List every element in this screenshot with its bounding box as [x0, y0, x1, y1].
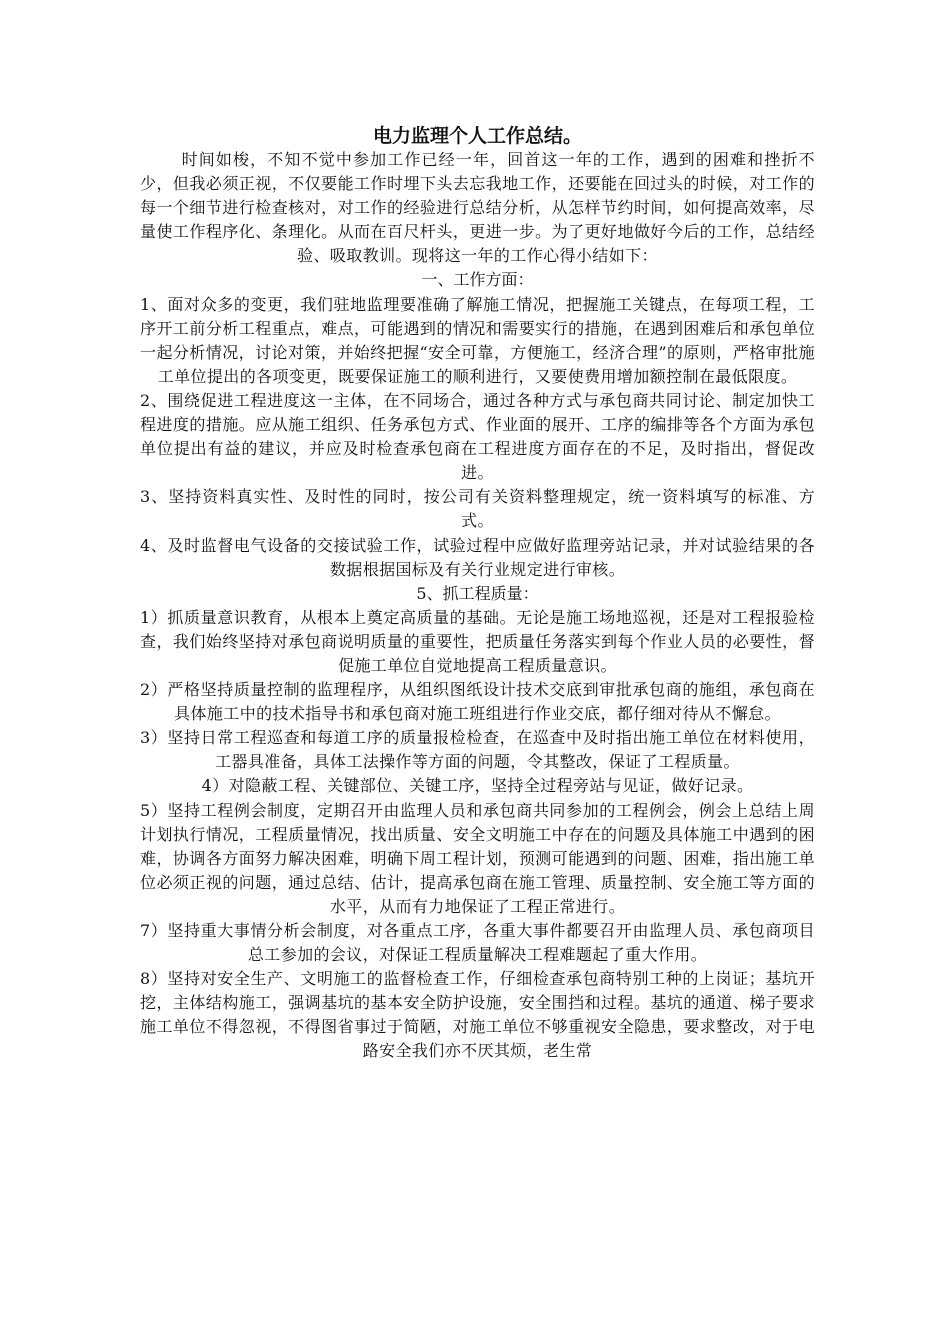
quality-item-7: 7）坚持重大事情分析会制度，对各重点工序，各重大事件都要召开由监理人员、承包商项目总工参加的会议，对保证工程质量解决工程难题起了重大作用。	[140, 921, 815, 965]
document-body	[140, 124, 815, 1064]
section-heading-quality: 5、抓工程质量：	[416, 583, 539, 603]
quality-item-5: 5）坚持工程例会制度，定期召开由监理人员和承包商共同参加的工程例会，例会上总结上周计划执行情况，工程质量情况，找出质量、安全文明施工中存在的问题及具体施工中遇到的困难，协调各方面努力解决困难，明确下周工程计划，预测可能遇到的问题、困难，指出施工单位必须正视的问题，通过总结、估计，提高承包商在施工管理、质量控制、安全施工等方面的水平，从而有力地保证了工程正常进行。	[140, 800, 815, 916]
quality-item-4: 4）对隐蔽工程、关键部位、关键工序，坚持全过程旁站与见证，做好记录。	[201, 776, 754, 796]
quality-item-1: 1）抓质量意识教育，从根本上奠定高质量的基础。无论是施工场地巡视，还是对工程报验检查，我们始终坚持对承包商说明质量的重要性，把质量任务落实到每个作业人员的必要性，督促施工单位自觉地提高工程质量意识。	[140, 607, 815, 675]
work-item-2: 2、围绕促进工程进度这一主体，在不同场合，通过各种方式与承包商共同讨论、制定加快工程进度的措施。应从施工组织、任务承包方式、作业面的展开、工序的编排等各个方面为承包单位提出有益的建议，并应及时检查承包商在工程进度方面存在的不足，及时指出，督促改进。	[140, 390, 815, 483]
work-item-1: 1、面对众多的变更，我们驻地监理要准确了解施工情况，把握施工关键点，在每项工程，工序开工前分析工程重点，难点，可能遇到的情况和需要实行的措施，在遇到困难后和承包单位一起分析情况，讨论对策，并始终把握“安全可靠，方便施工，经济合理”的原则，严格审批施工单位提出的各项变更，既要保证施工的顺利进行，又要使费用增加额控制在最低限度。	[140, 294, 815, 386]
work-item-3: 3、坚持资料真实性、及时性的同时，按公司有关资料整理规定，统一资料填写的标准、方式。	[140, 487, 815, 531]
work-item-4: 4、及时监督电气设备的交接试验工作，试验过程中应做好监理旁站记录，并对试验结果的各数据根据国标及有关行业规定进行审核。	[140, 535, 815, 579]
quality-item-2: 2）严格坚持质量控制的监理程序，从组织图纸设计技术交底到审批承包商的施组，承包商在具体施工中的技术指导书和承包商对施工班组进行作业交底，都仔细对待从不懈怠。	[140, 680, 815, 724]
quality-item-8: 8）坚持对安全生产、文明施工的监督检查工作，仔细检查承包商特别工种的上岗证；基坑开挖，主体结构施工，强调基坑的基本安全防护设施，安全围挡和过程。基坑的通道、梯子要求施工单位不得忽视，不得图省事过于简陋，对施工单位不够重视安全隐患，要求整改，对于电路安全我们亦不厌其烦，老生常	[140, 969, 815, 1061]
quality-item-3: 3）坚持日常工程巡查和每道工序的质量报检检查，在巡查中及时指出施工单位在材料使用，工器具准备，具体工法操作等方面的问题，令其整改，保证了工程质量。	[140, 728, 815, 772]
section-heading-work: 一、工作方面：	[421, 270, 534, 290]
document-title: 电力监理个人工作总结。	[372, 125, 582, 147]
intro-paragraph: 时间如梭，不知不觉中参加工作已经一年，回首这一年的工作，遇到的困难和挫折不少，但我必须正视，不仅要能工作时埋下头去忘我地工作，还要能在回过头的时候，对工作的每一个细节进行检查核对，对工作的经验进行总结分析，从怎样节约时间，如何提高效率，尽量使工作程序化、条理化。从而在百尺杆头，更进一步。为了更好地做好今后的工作，总结经验、吸取教训。现将这一年的工作心得小结如下：	[140, 150, 815, 266]
